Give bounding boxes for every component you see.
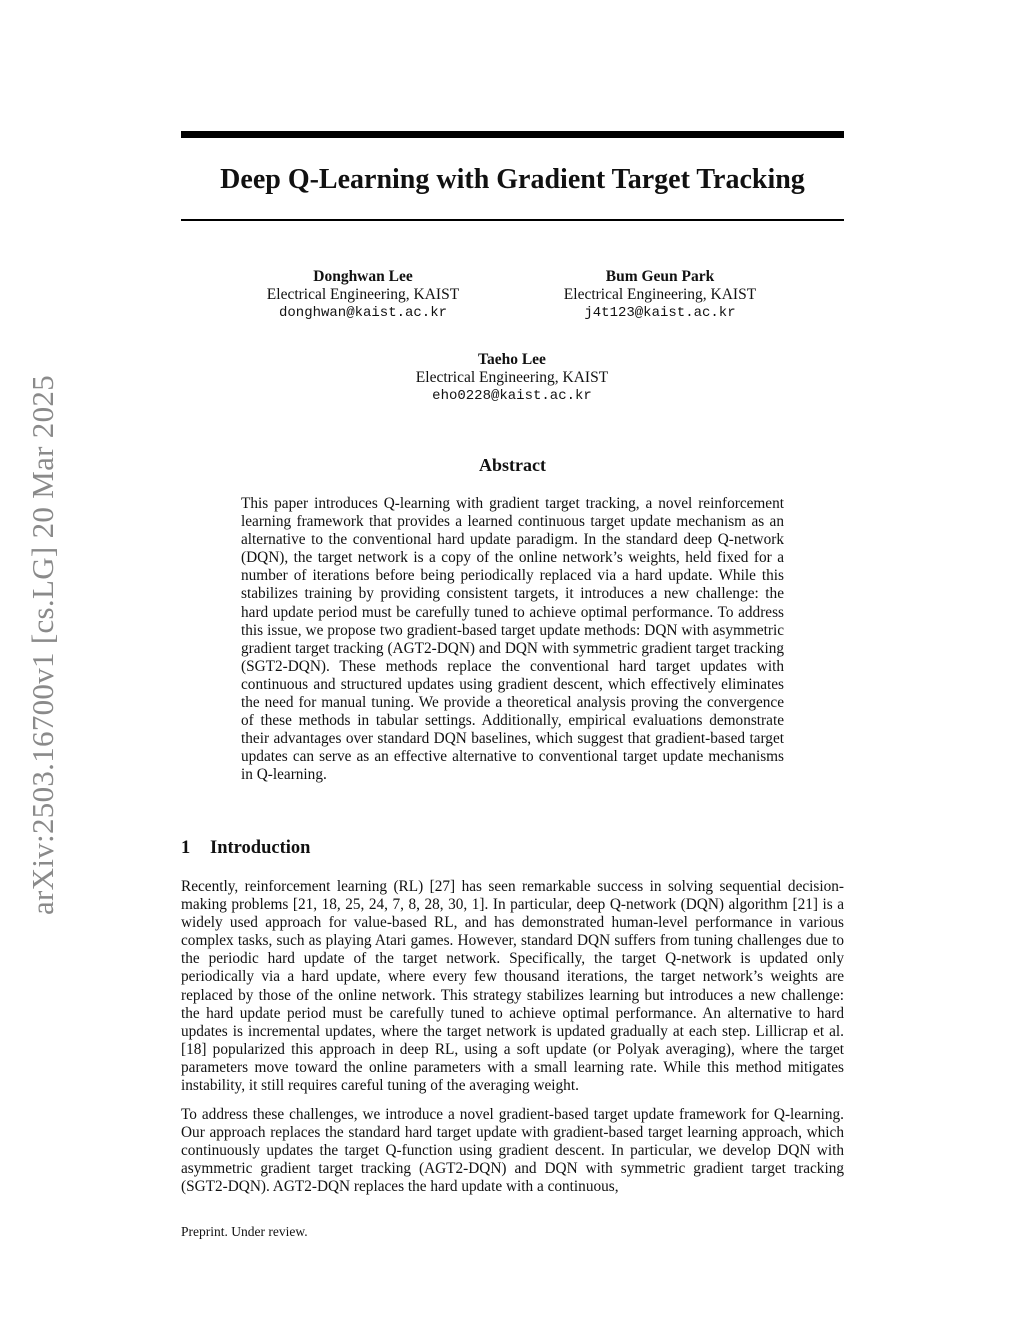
author-email[interactable]: j4t123@kaist.ac.kr: [584, 305, 736, 321]
author-name: Donghwan Lee: [313, 268, 413, 285]
author-affiliation: Electrical Engineering, KAIST: [563, 286, 757, 303]
author-name: Taeho Lee: [478, 351, 546, 368]
body-paragraph: To address these challenges, we introduce a novel gradient-based target update framework for Q-learning. Our approach replaces the standard hard target update with gradient-based target learning approach, which continuously updates the target Q-function using gradient descent. In particular, we develop DQN with asymmetric gradient target tracking (AGT2-DQN) and DQN with symmetric gradient target tracking (SGT2-DQN). AGT2-DQN replaces the hard update with a continuous,: [181, 1106, 844, 1196]
author-name: Bum Geun Park: [605, 268, 715, 285]
abstract-heading: Abstract: [479, 455, 546, 475]
author-email[interactable]: eho0228@kaist.ac.kr: [432, 388, 592, 404]
footer-note: Preprint. Under review.: [181, 1224, 308, 1239]
author-block: [230, 268, 496, 322]
author-block: [379, 351, 645, 405]
author-affiliation: Electrical Engineering, KAIST: [266, 286, 460, 303]
arxiv-identifier-stamp: arXiv:2503.16700v1 [cs.LG] 20 Mar 2025: [25, 374, 60, 916]
section-title: Introduction: [210, 838, 311, 858]
author-affiliation: Electrical Engineering, KAIST: [415, 369, 609, 386]
author-email[interactable]: donghwan@kaist.ac.kr: [278, 305, 448, 321]
title-bottom-rule: [181, 219, 844, 221]
author-block: [527, 268, 793, 322]
section-number: 1: [181, 838, 191, 858]
section-heading: [181, 837, 310, 859]
body-paragraph: Recently, reinforcement learning (RL) [27] has seen remarkable success in solving sequential decision-making problems [21, 18, 25, 24, 7, 8, 28, 30, 1]. In particular, deep Q-network (DQN) algorithm [21] is a widely used approach for value-based RL, and has demonstrated human-level performance in various complex tasks, such as playing Atari games. However, standard DQN suffers from tuning challenges due to the periodic hard update of the target network. Specifically, the target Q-network is updated only periodically via a hard update, where every few thousand iterations, the target network’s weights are replaced by those of the online network. This strategy stabilizes learning but introduces a new challenge: the hard update period must be carefully tuned to achieve optimal performance. An alternative to hard updates is incremental updates, where the target network is updated gradually at each step. Lillicrap et al. [18] popularized this approach in deep RL, using a soft update (or Polyak averaging), where the target parameters move toward the online parameters with a small learning rate. While this method mitigates instability, it still requires careful tuning of the averaging weight.: [181, 878, 844, 1095]
title-top-rule: [181, 131, 844, 138]
abstract-text: This paper introduces Q-learning with gradient target tracking, a novel reinforcement learning framework that provides a learned continuous target update mechanism as an alternative to the conventional hard update paradigm. In the standard deep Q-network (DQN), the target network is a copy of the online network’s weights, held fixed for a number of iterations before being periodically replaced via a hard update. While this stabilizes training by providing consistent targets, it introduces a new challenge: the hard update period must be carefully tuned to achieve optimal performance. To address this issue, we propose two gradient-based target update methods: DQN with asymmetric gradient target tracking (AGT2-DQN) and DQN with symmetric gradient target tracking (SGT2-DQN). These methods replace the conventional hard target updates with continuous and structured updates using gradient descent, which effectively eliminates the need for manual tuning. We provide a theoretical analysis proving the convergence of these methods in tabular settings. Additionally, empirical evaluations demonstrate their advantages over standard DQN baselines, which suggest that gradient-based target updates can serve as an effective alternative to conventional target update mechanisms in Q-learning.: [241, 495, 784, 784]
paper-title: Deep Q-Learning with Gradient Target Tracking: [220, 164, 805, 195]
